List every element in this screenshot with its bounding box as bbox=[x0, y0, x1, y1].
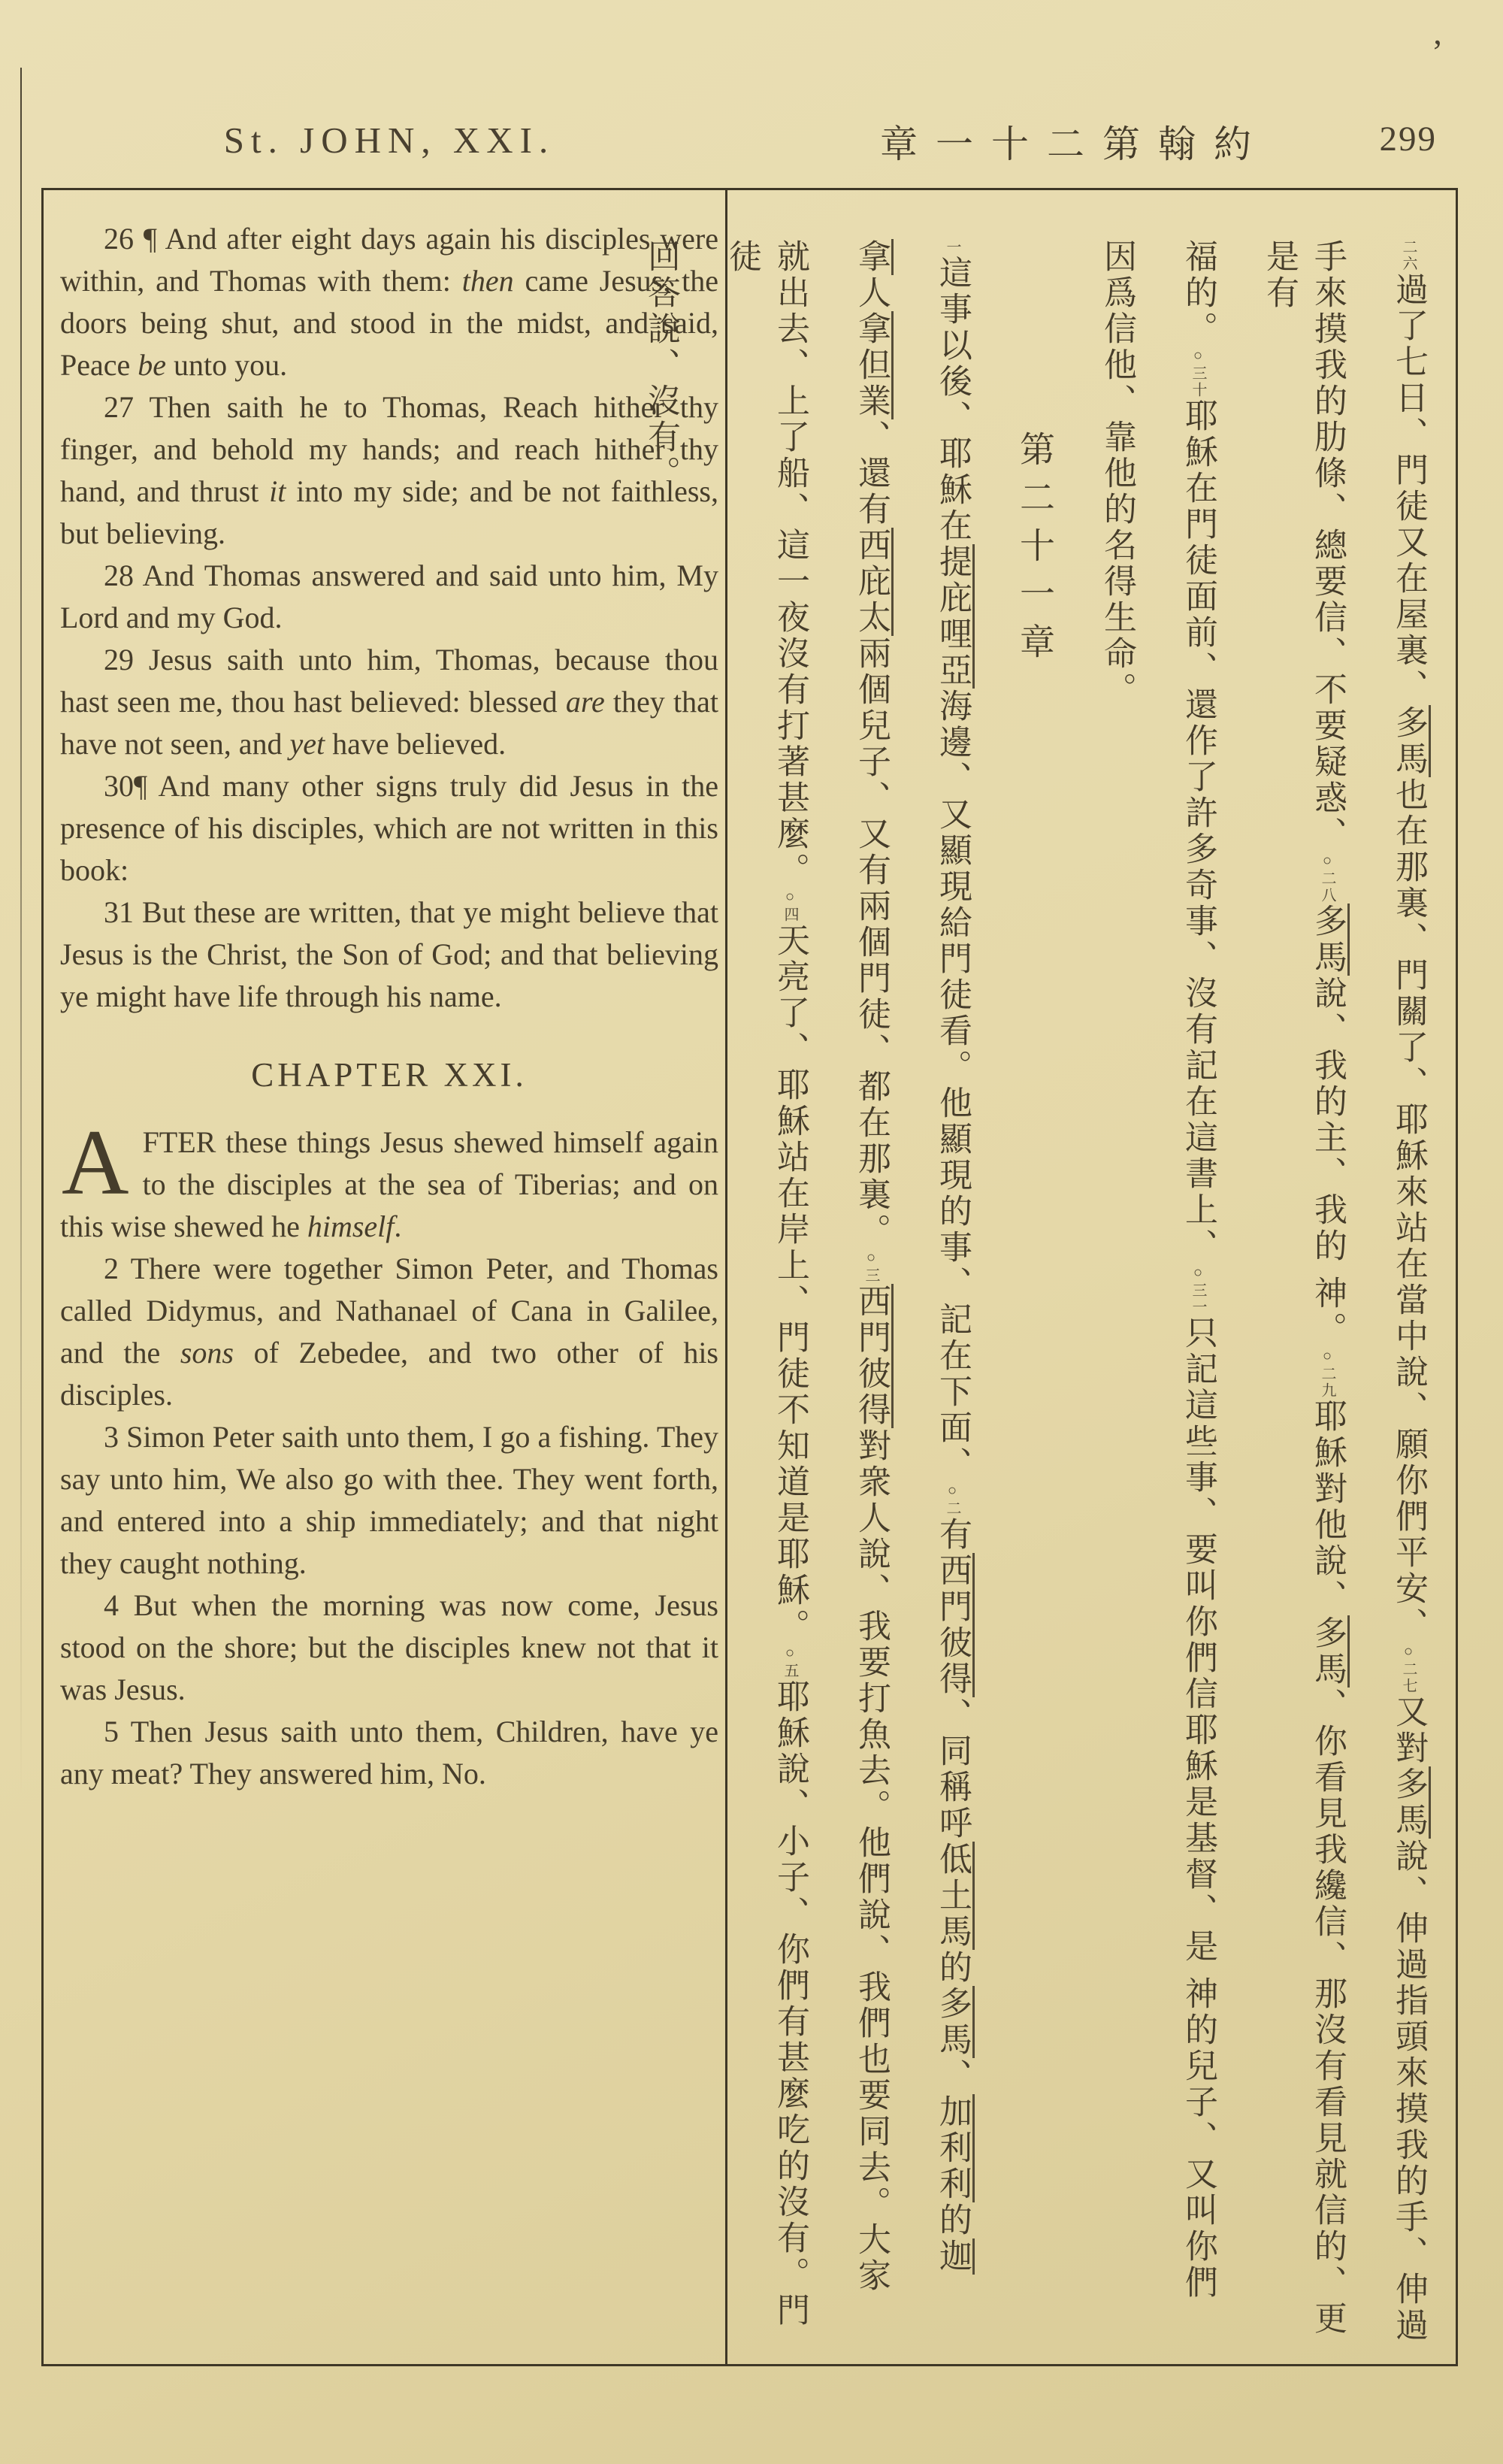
chinese-text-run: 第二十一章 bbox=[1015, 431, 1054, 671]
proper-name: 迦 bbox=[934, 2238, 975, 2275]
cn-col-6 bbox=[928, 239, 976, 2353]
cn-col-8 bbox=[718, 239, 814, 2353]
chinese-text-run: 福的。 bbox=[1180, 239, 1217, 347]
proper-name: 西門彼得 bbox=[934, 1553, 975, 1697]
chinese-text-run: 、你看見我纔信、那沒有看見就信的、更是有 bbox=[1261, 239, 1346, 2337]
verse-number-marker: ○三十 bbox=[1190, 347, 1206, 398]
italic-word: then bbox=[461, 264, 514, 298]
chinese-text-run: 耶穌對他說、 bbox=[1309, 1399, 1346, 1615]
verse-text: 27 Then saith he to Thomas, Reach hither thy finger, and behold my hands; and reach hither thy hand, and thrust bbox=[60, 390, 718, 508]
chapter-heading-chinese bbox=[1009, 239, 1060, 2353]
chinese-text-run: 說、伸過指頭來摸我的手、伸過 bbox=[1390, 1839, 1427, 2344]
verse-text: 5 Then Jesus saith unto them, Children, have ye any meat? They answered him, No. bbox=[60, 1715, 718, 1790]
proper-name: 拿但業 bbox=[853, 311, 894, 419]
verse-21-5 bbox=[60, 1711, 718, 1795]
verse-text: 26 ¶ And after eight days again his disciples were within, and Thomas with them: bbox=[60, 222, 718, 298]
chinese-text-run: 兩個兒子、又有兩個門徒、都在那裏。 bbox=[853, 636, 890, 1249]
verse-number-marker: ○五 bbox=[782, 1645, 798, 1679]
cn-col-3 bbox=[1174, 239, 1222, 2353]
chinese-text-run: 說、我的主、我的 神。 bbox=[1309, 976, 1346, 1348]
verse-number-marker: ○二七 bbox=[1400, 1643, 1417, 1694]
verse-20-30 bbox=[60, 765, 718, 891]
chinese-text-run: 回答說、沒有。 bbox=[643, 239, 679, 492]
verse-20-28 bbox=[60, 555, 718, 639]
stray-apostrophe-mark: ’ bbox=[1432, 32, 1444, 71]
italic-word: yet bbox=[289, 727, 325, 761]
proper-name: 西庇太 bbox=[853, 528, 894, 636]
verse-number-marker: ○四 bbox=[782, 888, 798, 923]
cn-col-1 bbox=[1384, 239, 1432, 2353]
proper-name: 多馬 bbox=[1309, 1615, 1350, 1688]
proper-name: 西門彼得 bbox=[853, 1284, 894, 1428]
cn-col-9 bbox=[637, 239, 685, 2353]
chinese-text-run: 耶穌說、小子、你們有甚麼吃的沒有。門徒 bbox=[724, 239, 809, 2329]
chinese-text-run: 手來摸我的肋條、總要信、不要疑惑、 bbox=[1309, 239, 1346, 852]
verse-number-marker: ○三一 bbox=[1190, 1264, 1206, 1315]
chinese-text-run: 過了七日、門徒又在屋裏、 bbox=[1390, 272, 1427, 705]
verse-21-2 bbox=[60, 1248, 718, 1416]
chinese-text-run: 因爲信他、靠他的名得生命。 bbox=[1099, 239, 1136, 708]
verse-text: 2 There were together Simon Peter, and Thomas called Didymus, and Nathanael of Cana in Galilee, and the bbox=[60, 1252, 718, 1370]
proper-name: 低土馬 bbox=[934, 1842, 975, 1950]
verse-number-marker: ○三 bbox=[863, 1249, 879, 1284]
chinese-column bbox=[643, 239, 1453, 2353]
proper-name: 多馬 bbox=[1390, 1766, 1431, 1839]
proper-name: 多馬 bbox=[1309, 904, 1350, 976]
chapter-heading-english: CHAPTER XXI. bbox=[251, 1056, 528, 1094]
verse-number-marker: ○二八 bbox=[1319, 852, 1335, 904]
italic-word: himself bbox=[307, 1209, 395, 1243]
page-number: 299 bbox=[1379, 120, 1437, 159]
verse-text: 28 And Thomas answered and said unto him, My Lord and my God. bbox=[60, 558, 718, 634]
verse-number-marker: ○二 bbox=[944, 1482, 960, 1517]
verse-number-marker: 一 bbox=[944, 239, 960, 256]
chinese-text-run: 、還有 bbox=[853, 419, 890, 528]
running-title-chinese: 章一十二第翰約 bbox=[880, 123, 1269, 165]
chinese-text-run: 有 bbox=[934, 1517, 971, 1553]
chinese-text-run: 又對 bbox=[1390, 1694, 1427, 1766]
verse-text: came Jesus, the doors being shut, and stood in the midst, and said, Peace bbox=[60, 264, 718, 382]
verse-20-26 bbox=[60, 218, 718, 386]
verse-number-marker: 二六 bbox=[1400, 239, 1417, 272]
chinese-text-run: 這事以後、耶穌在 bbox=[934, 256, 971, 544]
chinese-text-run: 對衆人說、我要打魚去。他們說、我們也要同去。大家 bbox=[853, 1428, 890, 2294]
verse-text: into my side; and be not faithless, but believing. bbox=[60, 474, 718, 550]
proper-name: 提庇哩亞 bbox=[934, 544, 975, 689]
italic-word: sons bbox=[180, 1336, 234, 1370]
italic-word: it bbox=[269, 474, 286, 508]
proper-name: 加利利 bbox=[934, 2094, 975, 2202]
verse-text: 29 Jesus saith unto him, Thomas, because thou hast seen me, thou hast believed: blessed bbox=[60, 643, 718, 719]
chinese-text-run: 人 bbox=[853, 275, 890, 311]
cn-col-4 bbox=[1093, 239, 1141, 2353]
italic-word: are bbox=[565, 685, 605, 719]
cn-col-2 bbox=[1255, 239, 1351, 2353]
chinese-text-run: 海邊、又顯現給門徒看。他顯現的事、記在下面、 bbox=[934, 689, 971, 1482]
verse-text: 31 But these are written, that ye might believe that Jesus is the Christ, the Son of God; and that believing ye might have life through his name. bbox=[60, 895, 718, 1013]
chinese-text-run: 、同稱呼 bbox=[934, 1697, 971, 1842]
chinese-text-run: 天亮了、耶穌站在岸上、門徒不知道是耶穌。 bbox=[772, 923, 809, 1645]
chinese-text-run: 的 bbox=[934, 1950, 971, 1986]
verse-text: 30¶ And many other signs truly did Jesus in the presence of his disciples, which are not written in this book: bbox=[60, 769, 718, 887]
verse-21-1 bbox=[60, 1111, 718, 1248]
chinese-text-run: 的 bbox=[934, 2202, 971, 2238]
verse-text: they that have not seen, and bbox=[60, 685, 718, 761]
verse-20-27 bbox=[60, 386, 718, 555]
verse-text: have believed. bbox=[325, 727, 507, 761]
english-column bbox=[60, 218, 718, 1795]
chinese-text-run: 只記這些事、要叫你們信耶穌是基督、是 神的兒子、又叫你們 bbox=[1180, 1315, 1217, 2301]
drop-cap-letter: A bbox=[62, 1111, 129, 1214]
running-title-english: St. JOHN, XXI. bbox=[223, 120, 555, 161]
verse-text: 4 But when the morning was now come, Jesus stood on the shore; but the disciples knew not that it was Jesus. bbox=[60, 1588, 718, 1706]
chinese-text-run: 也在那裏、門關了、耶穌來站在當中說、願你們平安、 bbox=[1390, 777, 1427, 1643]
page-edge-line bbox=[20, 68, 22, 1797]
verse-number-marker: ○二九 bbox=[1319, 1348, 1335, 1399]
chinese-text-run: 就出去、上了船、這一夜沒有打著甚麼。 bbox=[772, 239, 809, 888]
chinese-text-run: 、 bbox=[934, 2058, 971, 2094]
proper-name: 拿 bbox=[853, 239, 894, 275]
proper-name: 多馬 bbox=[1390, 705, 1431, 777]
verse-21-3 bbox=[60, 1416, 718, 1585]
cn-col-7 bbox=[847, 239, 895, 2353]
italic-word: be bbox=[138, 348, 167, 382]
proper-name: 多馬 bbox=[934, 1986, 975, 2058]
verse-text: . bbox=[394, 1209, 402, 1243]
verse-text: 3 Simon Peter saith unto them, I go a fishing. They say unto him, We also go with thee. They went forth, and entered into a ship immediately; and that night they caught nothing. bbox=[60, 1420, 718, 1580]
verse-text: FTER these things Jesus shewed himself again to the disciples at the sea of Tiberias; and on this wise shewed he bbox=[60, 1125, 718, 1243]
chinese-text-run: 耶穌在門徒面前、還作了許多奇事、沒有記在這書上、 bbox=[1180, 398, 1217, 1264]
verse-21-4 bbox=[60, 1585, 718, 1711]
verse-20-31 bbox=[60, 891, 718, 1018]
verse-text: of Zebedee, and two other of his disciples. bbox=[60, 1336, 719, 1412]
verse-20-29 bbox=[60, 639, 718, 765]
verse-text: unto you. bbox=[166, 348, 288, 382]
